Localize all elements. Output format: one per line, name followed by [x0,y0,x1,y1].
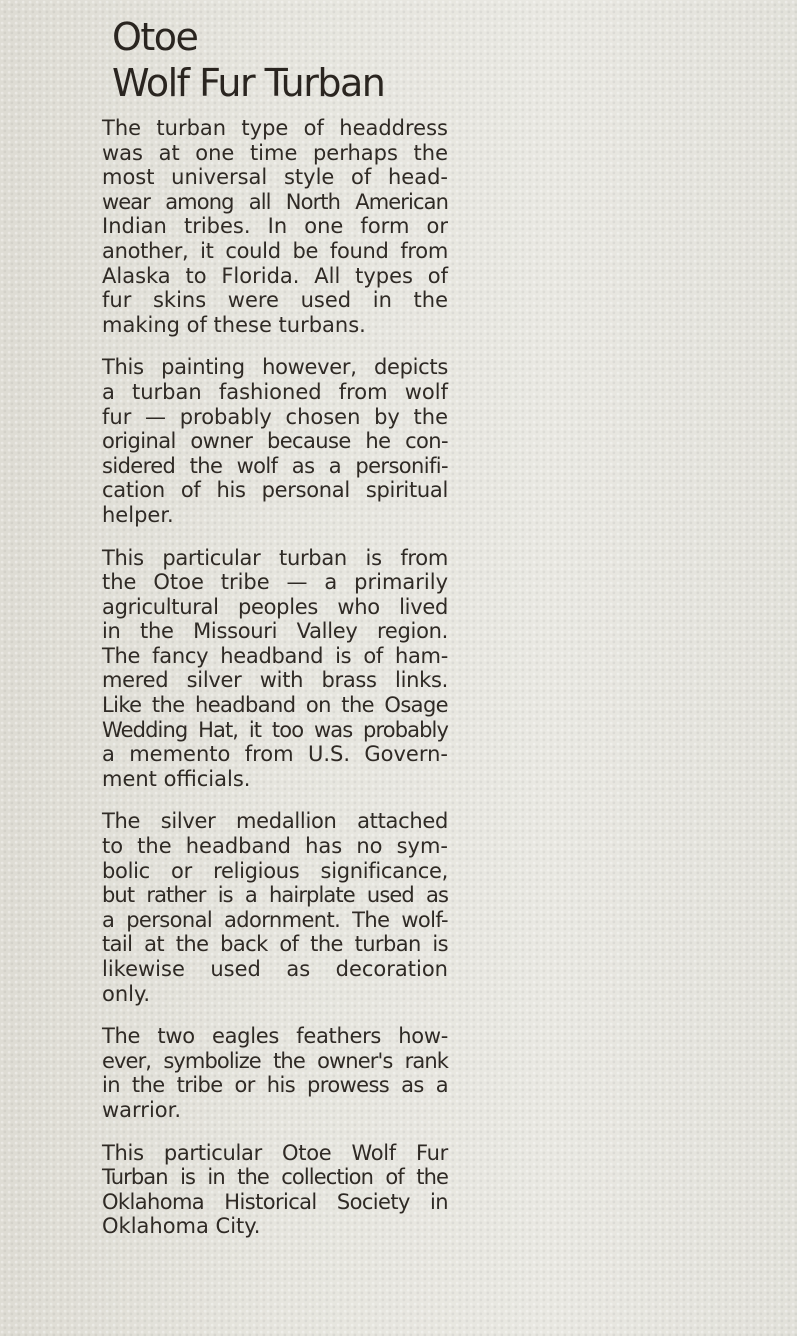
article-body [102,116,448,1257]
text-line: bolic or religious significance, [102,858,448,883]
text-line: to the headband has no sym- [102,834,448,859]
text-line: mered silver with brass links. [102,668,448,693]
text-line: agricultural peoples who lived [102,594,448,619]
text-line: Indian tribes. In one form or [102,214,448,239]
text-line: likewise used as decoration [102,957,448,981]
text-line: but rather is a hairplate used as [102,883,448,908]
text-line: fur skins were used in the [102,288,448,313]
text-line: only. [102,981,151,1006]
text-line: Oklahoma Historical Society in [102,1189,448,1214]
page-title [112,14,384,106]
text-line: This particular Otoe Wolf Fur [102,1140,448,1165]
text-line: most universal style of head- [102,165,448,190]
title-line-2: Wolf Fur Turban [112,61,385,105]
text-line: Alaska to Florida. All types of [102,263,448,288]
text-line: sidered the wolf as a personifi- [102,453,448,478]
paragraph-4 [102,809,448,1006]
text-line: ever, symbolize the owner's rank [102,1048,448,1073]
text-line: in the Missouri Valley region. [102,619,448,644]
text-line: This painting however, depicts [102,355,448,380]
text-line: a personal adornment. The wolf- [102,907,448,932]
paragraph-2 [102,355,448,527]
text-line: original owner because he con- [102,429,448,454]
text-line: another, it could be found from [102,238,448,263]
text-line: The two eagles feathers how- [102,1024,448,1049]
paragraph-1 [102,116,448,337]
text-line: The fancy headband is of ham- [102,643,448,668]
text-line: the Otoe tribe — a primarily [102,570,448,595]
paragraph-5 [102,1024,448,1122]
text-line: cation of his personal spiritual [102,478,448,503]
text-line: ment officials. [102,766,251,791]
text-line: The turban type of headdress [102,116,448,140]
text-line: in the tribe or his prowess as a [102,1073,448,1098]
text-line: Oklahoma City. [102,1214,261,1239]
text-line: tail at the back of the turban is [102,932,448,957]
paragraph-6 [102,1141,448,1239]
text-line: helper. [102,502,174,527]
title-line-1: Otoe [112,15,198,59]
text-line: This particular turban is from [102,545,448,570]
text-line: Like the headband on the Osage [102,693,448,718]
text-line: wear among all North American [102,189,448,214]
text-line: warrior. [102,1097,182,1122]
text-line: a memento from U.S. Govern- [102,742,448,767]
text-line: The silver medallion attached [102,809,448,834]
paragraph-3 [102,546,448,792]
text-line: fur — probably chosen by the [102,404,448,429]
text-line: Turban is in the collection of the [102,1165,448,1190]
text-line: Wedding Hat, it too was probably [102,717,448,742]
text-line: a turban fashioned from wolf [102,379,448,404]
text-line: making of these turbans. [102,312,366,337]
text-line: was at one time perhaps the [102,140,448,165]
